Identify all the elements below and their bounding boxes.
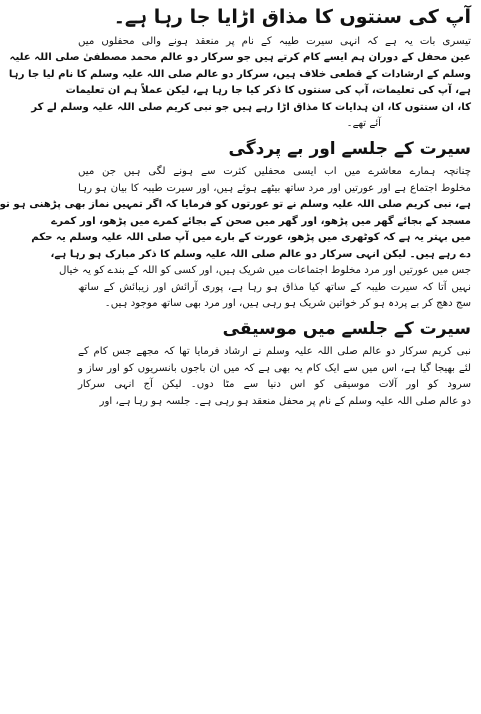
- text-line: جس میں عورتیں اور مرد مخلوط اجتماعات میں شریک ہیں، اور کسی کو اللہ کے بندے کو یہ خیال: [59, 265, 471, 277]
- text-line: دو عالم صلی اللہ علیہ وسلم کے نام پر محفل منعقد ہو رہی ہے۔ جلسہ ہو رہا ہے، اور: [99, 395, 471, 407]
- text-line: نہیں آتا کہ سیرت طیبہ کے ساتھ کیا مذاق ہو رہا ہے، پوری آرائش اور زیبائش کے ساتھ: [78, 281, 471, 293]
- text-line: مسجد کے بجائے گھر میں پڑھو، اور گھر میں صحن کے بجائے کمرے میں پڑھو، اور کمرے: [51, 215, 471, 227]
- text-line: سج دھج کر بے پردہ ہو کر خواتین شریک ہو رہی ہیں، اور مرد بھی ساتھ موجود ہیں۔: [104, 298, 471, 310]
- text-line: تیسری بات یہ ہے کہ انہی سیرت طیبہ کے نام پر منعقد ہونے والی محفلوں میں: [78, 35, 471, 47]
- section-seerah-gatherings-music: [78, 319, 471, 410]
- section-paragraph: [8, 34, 471, 133]
- text-line: عین محفل کے دوران ہم ایسے کام کرتے ہیں جو سرکار دو عالم محمد مصطفیٰ صلی اللہ علیہ: [9, 52, 471, 64]
- section-seerah-gatherings-purdah: [0, 138, 471, 313]
- text-line: دے رہے ہیں۔ لیکن انہی سرکار دو عالم صلی اللہ علیہ وسلم کا ذکر مبارک ہو رہا ہے،: [50, 248, 471, 260]
- text-line: سرود کو اور آلات موسیقی کو اس دنیا سے مٹا دوں۔ لیکن آج انہی سرکار: [78, 379, 471, 391]
- text-line: آئے تھے۔: [346, 118, 381, 130]
- section-heading: سیرت کے جلسے میں موسیقی: [222, 318, 471, 339]
- section-heading: آپ کی سنتوں کا مذاق اڑایا جا رہا ہے۔: [113, 6, 471, 28]
- text-line: میں بہتر یہ ہے کہ کوٹھری میں پڑھو، عورت کے بارے میں آپ صلی اللہ علیہ وسلم یہ حکم: [31, 232, 471, 244]
- section-sunnah-mocked: [8, 6, 471, 133]
- text-line: ہے، آپ کی تعلیمات، آپ کی سنتوں کا ذکر کیا جا رہا ہے، لیکن عملاً ہم ان تعلیمات: [65, 85, 471, 97]
- text-line: نبی کریم سرکار دو عالم صلی اللہ علیہ وسلم نے ارشاد فرمایا تھا کہ مجھے جس کام کے: [78, 345, 471, 357]
- text-line: کا، ان سنتوں کا، ان ہدایات کا مذاق اڑا رہے ہیں جو نبی کریم صلی اللہ علیہ وسلم لے کر: [31, 101, 471, 113]
- section-paragraph: [78, 344, 471, 410]
- text-line: لئے بھیجا گیا ہے، اس میں سے ایک کام یہ بھی ہے کہ میں ان باجوں بانسریوں کو اور ساز و: [78, 362, 471, 374]
- text-line: ہے، نبی کریم صلی اللہ علیہ وسلم نے تو عورتوں کو فرمایا کہ اگر تمہیں نماز بھی پڑھنی ہو تو: [0, 199, 471, 211]
- text-line: وسلم کے ارشادات کے قطعی خلاف ہیں، سرکار دو عالم صلی اللہ علیہ وسلم کا نام لیا جا رہا: [8, 68, 471, 80]
- section-heading: سیرت کے جلسے اور بے پردگی: [228, 138, 471, 159]
- section-paragraph: [0, 164, 471, 313]
- text-line: چنانچہ ہمارے معاشرے میں اب ایسی محفلیں کثرت سے ہونے لگی ہیں جن میں: [78, 166, 471, 178]
- text-line: مخلوط اجتماع ہے اور عورتیں اور مرد ساتھ بیٹھے ہوئے ہیں، اور سیرت طیبہ کا بیان ہو رہا: [78, 182, 471, 194]
